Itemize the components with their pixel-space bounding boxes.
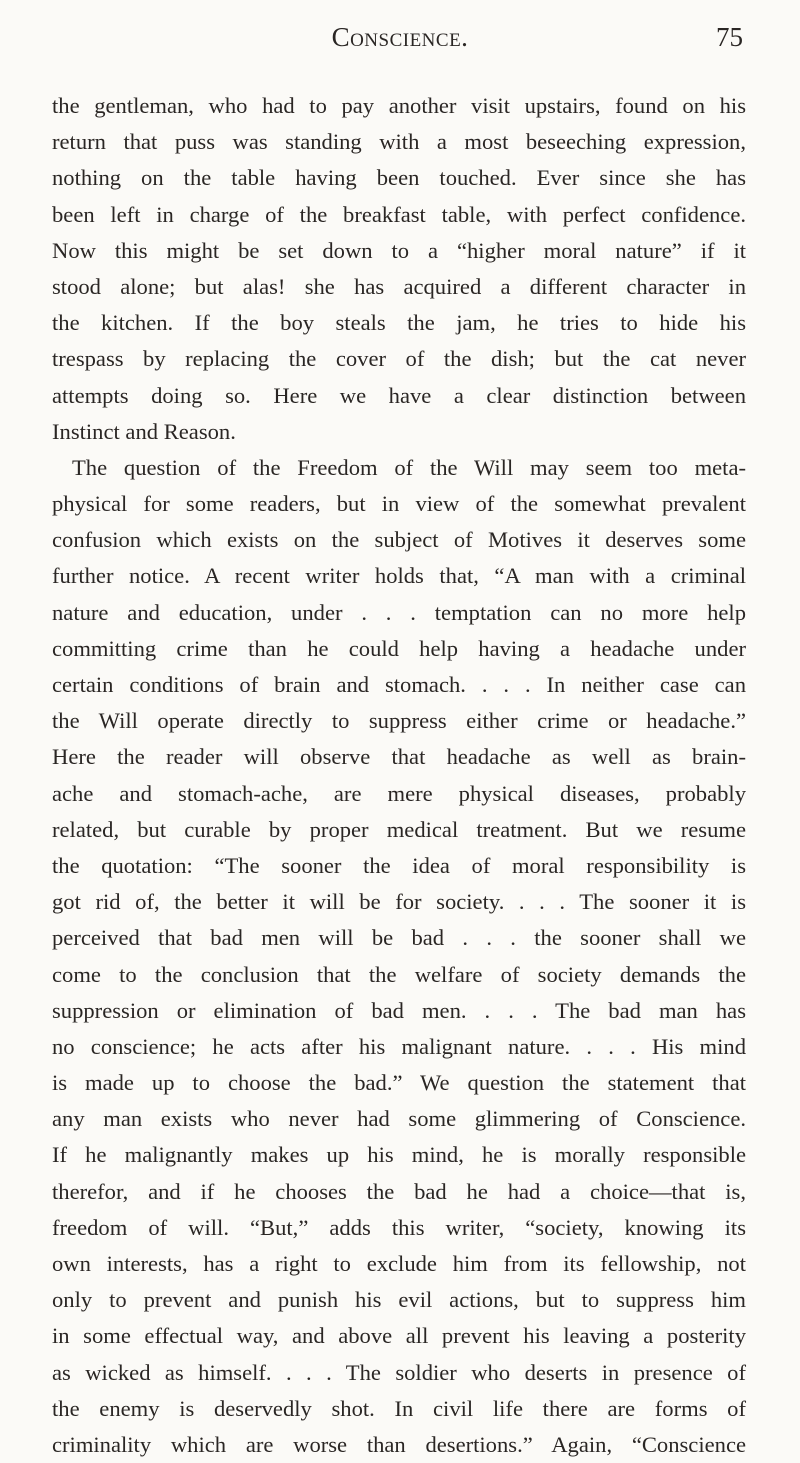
text-line: nothing on the table having been touched. Ever since she has bbox=[52, 165, 746, 191]
text-line: the Will operate directly to suppress either crime or headache.” bbox=[52, 708, 746, 734]
text-line: the quotation: “The sooner the idea of moral responsibility is bbox=[52, 852, 746, 878]
text-line: criminality which are worse than desertions.” Again, “Conscience bbox=[52, 1431, 746, 1457]
text-line: the kitchen. If the boy steals the jam, he tries to hide his bbox=[52, 310, 746, 336]
text-line: is made up to choose the bad.” We question the statement that bbox=[52, 1070, 746, 1096]
text-line: return that puss was standing with a most beseeching expression, bbox=[52, 129, 746, 155]
body-text bbox=[52, 88, 746, 1463]
text-line: Now this might be set down to a “higher moral nature” if it bbox=[52, 237, 746, 263]
text-line: been left in charge of the breakfast table, with perfect confidence. bbox=[52, 201, 746, 227]
text-line: suppression or elimination of bad men. . . . The bad man has bbox=[52, 997, 746, 1023]
running-title: Conscience. bbox=[331, 22, 469, 52]
text-line: freedom of will. “But,” adds this writer, “society, knowing its bbox=[52, 1214, 746, 1240]
text-line: therefor, and if he chooses the bad he had a choice—that is, bbox=[52, 1178, 746, 1204]
text-line: come to the conclusion that the welfare of society demands the bbox=[52, 961, 746, 987]
text-line: in some effectual way, and above all prevent his leaving a posterity bbox=[52, 1323, 746, 1349]
text-line: certain conditions of brain and stomach. . . . In neither case can bbox=[52, 672, 746, 697]
text-line: trespass by replacing the cover of the dish; but the cat never bbox=[52, 346, 746, 372]
text-line: as wicked as himself. . . . The soldier who deserts in presence of bbox=[52, 1359, 746, 1385]
text-line: got rid of, the better it will be for society. . . . The sooner it is bbox=[52, 889, 746, 915]
text-line: related, but curable by proper medical treatment. But we resume bbox=[52, 816, 746, 842]
text-line: confusion which exists on the subject of Motives it deserves some bbox=[52, 527, 746, 553]
page-header bbox=[0, 22, 800, 62]
text-line: further notice. A recent writer holds that, “A man with a criminal bbox=[52, 563, 746, 589]
text-line: any man exists who never had some glimmering of Conscience. bbox=[52, 1106, 746, 1132]
text-line: physical for some readers, but in view of the somewhat prevalent bbox=[52, 491, 746, 517]
text-line: Here the reader will observe that headache as well as brain- bbox=[52, 744, 746, 770]
text-line: ache and stomach-ache, are mere physical diseases, probably bbox=[52, 780, 746, 806]
text-line: the gentleman, who had to pay another visit upstairs, found on his bbox=[52, 93, 746, 118]
text-line: stood alone; but alas! she has acquired a different character in bbox=[52, 273, 746, 299]
text-line: committing crime than he could help having a headache under bbox=[52, 635, 746, 661]
text-line: attempts doing so. Here we have a clear distinction between bbox=[52, 382, 746, 408]
text-line: nature and education, under . . . temptation can no more help bbox=[52, 599, 746, 625]
page-number: 75 bbox=[716, 22, 743, 52]
text-line: The question of the Freedom of the Will may seem too meta- bbox=[72, 454, 746, 480]
text-line: own interests, has a right to exclude him from its fellowship, not bbox=[52, 1251, 746, 1276]
text-line: If he malignantly makes up his mind, he is morally responsible bbox=[52, 1142, 746, 1168]
text-line: perceived that bad men will be bad . . . the sooner shall we bbox=[52, 925, 746, 951]
text-line: only to prevent and punish his evil actions, but to suppress him bbox=[52, 1287, 746, 1313]
text-line: Instinct and Reason. bbox=[52, 418, 236, 444]
text-line: no conscience; he acts after his malignant nature. . . . His mind bbox=[52, 1033, 746, 1059]
text-line: the enemy is deservedly shot. In civil life there are forms of bbox=[52, 1395, 746, 1421]
